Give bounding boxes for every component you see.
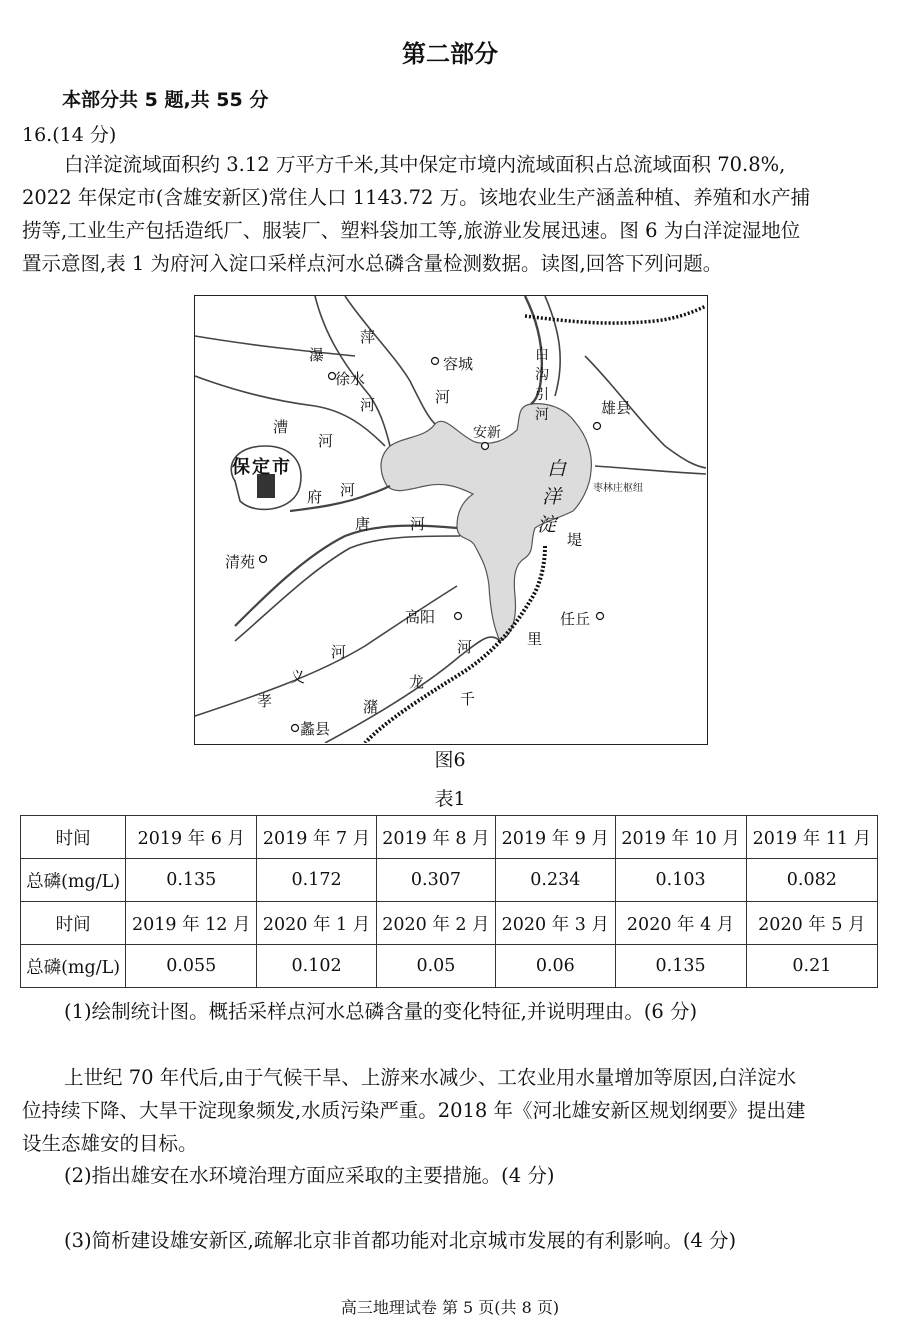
- table-cell: 0.082: [746, 859, 877, 902]
- table-cell: 0.307: [376, 859, 495, 902]
- table-cell: 0.103: [615, 859, 746, 902]
- context-line: 设生态雄安的目标。: [22, 1132, 198, 1155]
- label-dian: 淀: [537, 514, 557, 536]
- table-cell: 2020 年 4 月: [615, 902, 746, 945]
- phosphorus-table: [20, 815, 878, 988]
- label-rongcheng: 容城: [443, 355, 474, 373]
- label-dike-char: 堤: [567, 531, 583, 549]
- table-cell: 0.21: [746, 945, 877, 988]
- context-line: 上世纪 70 年代后,由于气候干旱、上游来水减少、工农业用水量增加等原因,白洋淀水: [64, 1066, 797, 1089]
- table-cell: 2019 年 6 月: [126, 816, 257, 859]
- table-cell: 2019 年 8 月: [376, 816, 495, 859]
- label-anxin: 安新: [473, 425, 501, 441]
- table-cell: 2020 年 5 月: [746, 902, 877, 945]
- table-cell: 2020 年 1 月: [257, 902, 376, 945]
- figure-caption: 图6: [434, 749, 466, 771]
- table-cell: 2019 年 11 月: [746, 816, 877, 859]
- section-title: 第二部分: [402, 40, 498, 68]
- table-cell: 2019 年 10 月: [615, 816, 746, 859]
- table-cell: 时间: [21, 816, 126, 859]
- table-cell: 0.234: [496, 859, 615, 902]
- label-river-char: 府: [307, 488, 323, 506]
- para-line: 捞等,工业生产包括造纸厂、服装厂、塑料袋加工等,旅游业发展迅速。图 6 为白洋淀湿地位: [22, 219, 801, 242]
- label-river-char: 河: [331, 643, 347, 661]
- label-bai: 白: [547, 458, 567, 480]
- table-cell: 2020 年 3 月: [496, 902, 615, 945]
- label-channel-char: 引: [535, 387, 549, 403]
- table-row: [21, 902, 878, 945]
- table-cell: 0.172: [257, 859, 376, 902]
- table-row: [21, 945, 878, 988]
- label-river-char: 河: [340, 481, 356, 499]
- label-channel-char: 沟: [535, 367, 549, 383]
- table-cell: 时间: [21, 902, 126, 945]
- label-qingyuan: 清苑: [225, 553, 256, 571]
- label-renqiu: 任丘: [560, 610, 591, 628]
- label-channel-char: 河: [535, 407, 549, 423]
- table-cell: 2020 年 2 月: [376, 902, 495, 945]
- table-cell: 0.055: [126, 945, 257, 988]
- table-cell: 2019 年 12 月: [126, 902, 257, 945]
- table-cell: 2019 年 7 月: [257, 816, 376, 859]
- label-yang: 洋: [542, 486, 562, 508]
- label-river-char: 漕: [273, 418, 289, 436]
- label-river-char: 瀑: [309, 346, 325, 364]
- table-cell: 0.135: [126, 859, 257, 902]
- label-river-char: 义: [290, 668, 306, 686]
- label-river-char: 潴: [363, 698, 379, 716]
- label-river-char: 孝: [257, 692, 273, 710]
- label-river-char: 河: [457, 638, 473, 656]
- label-river-char: 河: [318, 432, 334, 450]
- section-intro: 本部分共 5 题,共 55 分: [62, 89, 269, 111]
- para-line: 2022 年保定市(含雄安新区)常住人口 1143.72 万。该地农业生产涵盖种植、养殖和水产捕: [22, 186, 811, 209]
- table-cell: 0.05: [376, 945, 495, 988]
- question-3: (3)简析建设雄安新区,疏解北京非首都功能对北京城市发展的有利影响。(4 分): [64, 1229, 737, 1252]
- label-river-char: 河: [435, 388, 451, 406]
- table-row: [21, 816, 878, 859]
- table-row: [21, 859, 878, 902]
- label-xiongxian: 雄县: [601, 399, 632, 417]
- question-2: (2)指出雄安在水环境治理方面应采取的主要措施。(4 分): [64, 1164, 555, 1187]
- question-number: 16.(14 分): [22, 124, 117, 146]
- label-channel-char: 白: [535, 347, 549, 363]
- page-footer: 高三地理试卷 第 5 页(共 8 页): [340, 1298, 560, 1317]
- label-zaolin: 枣林庄枢纽: [593, 483, 643, 494]
- label-dike-char: 千: [460, 690, 476, 708]
- para-line: 白洋淀流域面积约 3.12 万平方千米,其中保定市境内流域面积占总流域面积 70.8%,: [64, 153, 786, 176]
- para-line: 置示意图,表 1 为府河入淀口采样点河水总磷含量检测数据。读图,回答下列问题。: [22, 252, 723, 275]
- table-caption: 表1: [434, 788, 466, 810]
- table-cell: 0.06: [496, 945, 615, 988]
- label-gaoyang: 高阳: [405, 608, 436, 626]
- east-river: [595, 466, 706, 474]
- baiyangdian-map: [194, 295, 708, 745]
- label-river-char: 河: [360, 396, 376, 414]
- label-river-char: 唐: [355, 515, 371, 533]
- table-cell: 0.135: [615, 945, 746, 988]
- qianli-dike: [365, 546, 545, 743]
- label-xushui: 徐水: [335, 370, 366, 388]
- table-cell: 2019 年 9 月: [496, 816, 615, 859]
- label-river-char: 河: [410, 515, 426, 533]
- table-cell: 总磷(mg/L): [21, 945, 126, 988]
- context-line: 位持续下降、大旱干淀现象频发,水质污染严重。2018 年《河北雄安新区规划纲要》提出建: [22, 1099, 806, 1122]
- table-cell: 总磷(mg/L): [21, 859, 126, 902]
- table-cell: 0.102: [257, 945, 376, 988]
- label-baoding: 保定市: [232, 457, 292, 478]
- question-1: (1)绘制统计图。概括采样点河水总磷含量的变化特征,并说明理由。(6 分): [64, 1000, 698, 1023]
- ping-river: [345, 296, 435, 424]
- label-river-char: 萍: [360, 328, 376, 346]
- label-dike-char: 里: [527, 630, 543, 648]
- label-lixian: 蠡县: [300, 720, 331, 738]
- label-river-char: 龙: [409, 673, 425, 691]
